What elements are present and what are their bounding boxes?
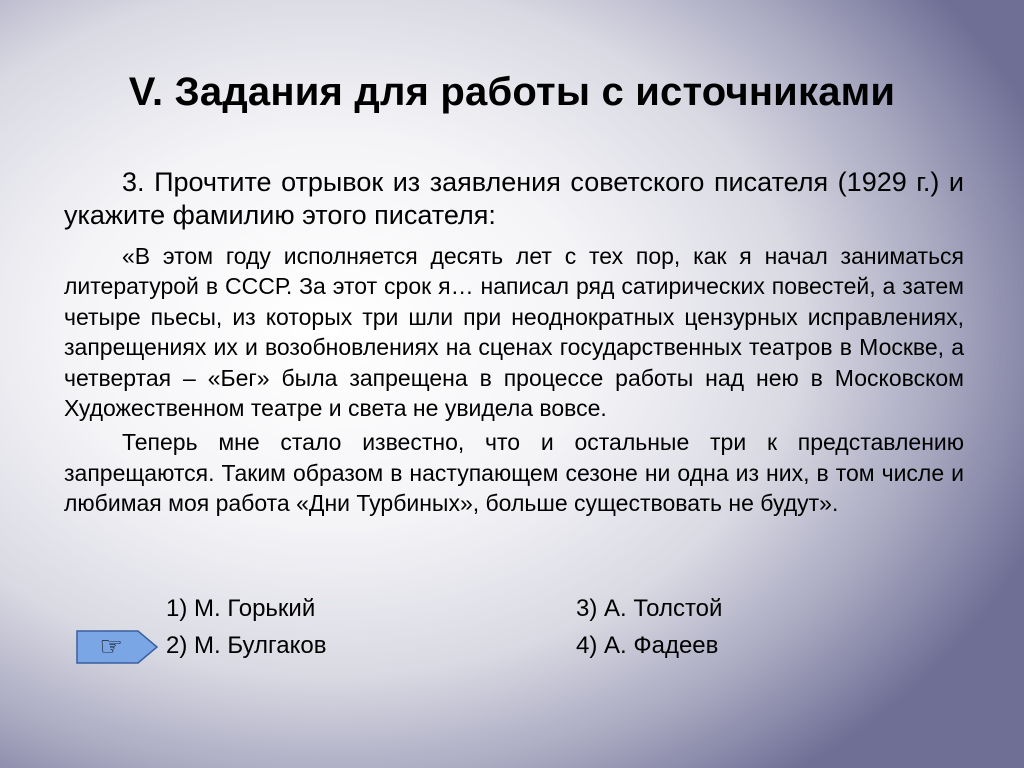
answer-option-1[interactable]: 1) М. Горький bbox=[166, 595, 316, 622]
quote-paragraph-2: Теперь мне стало известно, что и остальные три к представлению запрещаются. Таким образом в наступающем сезоне ни одна из них, в том числе и любимая моя работа «Дни Турбиных», больше существовать не будут». bbox=[64, 429, 964, 517]
slide-title: V. Задания для работы с источниками bbox=[128, 70, 896, 114]
answer-option-3[interactable]: 3) А. Толстой bbox=[576, 595, 723, 622]
pointing-hand-glyph: ☞ bbox=[99, 632, 123, 662]
task-text: 3. Прочтите отрывок из заявления советского писателя (1929 г.) и укажите фамилию этого писателя: bbox=[64, 167, 964, 230]
answer-option-2[interactable]: 2) М. Булгаков bbox=[166, 632, 327, 659]
answer-option-4[interactable]: 4) А. Фадеев bbox=[576, 632, 719, 659]
source-quote bbox=[64, 241, 964, 519]
quote-paragraph-1: «В этом году исполняется десять лет с тех пор, как я начал заниматься литературой в СССР. За этот срок я… написал ряд сатирических повестей, а затем четыре пьесы, из которых три шли при неоднократных цензурных исправлениях, запрещениях их и возобновлениях на сценах государственных театров в Москве, а четвертая – «Бег» была запрещена в процессе работы над нею в Московском Художественном театре и света не увидела вовсе. bbox=[64, 243, 964, 422]
pointing-hand-icon[interactable] bbox=[76, 630, 158, 664]
